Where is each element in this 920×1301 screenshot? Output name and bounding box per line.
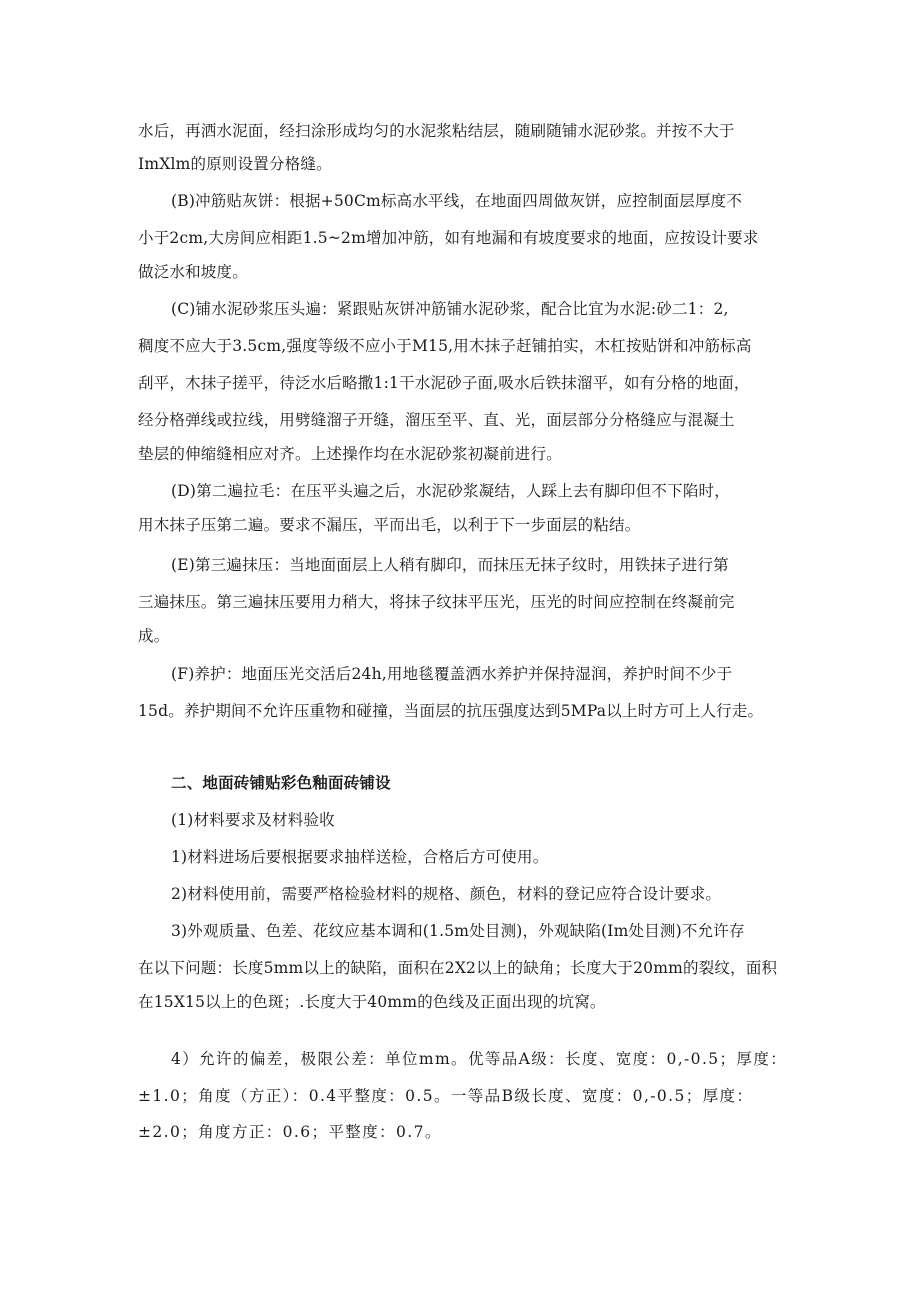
step-b-line: 小于2cm,大房间应相距1.5~2m增加冲筋，如有地漏和有坡度要求的地面，应按设计要求: [138, 229, 759, 247]
list-item-continued: 在以下问题：长度5mm以上的缺陷，面积在2X2以上的缺角；长度大于20mm的裂纹，面积: [138, 959, 778, 977]
step-e-line: 三遍抹压。第三遍抹压要用力稍大，将抹子纹抹平压光，压光的时间应控制在终凝前完: [138, 593, 735, 611]
step-c-line: (C)铺水泥砂浆压头遍：紧跟贴灰饼冲筋铺水泥砂浆，配合比宜为水泥:砂二1：2,: [171, 300, 729, 318]
step-d-line: 用木抹子压第二遍。要求不漏压，平而出毛，以利于下一步面层的粘结。: [138, 516, 641, 534]
step-b-line: (B)冲筋贴灰饼：根据+50Cm标高水平线，在地面四周做灰饼，应控制面层厚度不: [171, 192, 743, 210]
list-item: 4）允许的偏差，极限公差：单位mm。优等品A级：长度、宽度：0,-0.5；厚度：: [171, 1050, 788, 1068]
step-f-line: (F)养护：地面压光交活后24h,用地毯覆盖洒水养护并保持湿润，养护时间不少于: [171, 665, 733, 683]
list-item-continued: ±1.0；角度（方正）：0.4平整度：0.5。一等品B级长度、宽度：0,-0.5；厚度：: [138, 1087, 754, 1105]
step-c-line: 刮平，木抹子搓平，待泛水后略撒1:1干水泥砂子面,吸水后铁抹溜平，如有分格的地面，: [138, 374, 750, 392]
step-c-line: 经分格弹线或拉线，用劈缝溜子开缝，溜压至平、直、光，面层部分分格缝应与混凝土: [138, 411, 735, 429]
list-item: 3)外观质量、色差、花纹应基本调和(1.5m处目测)，外观缺陷(Im处目测)不允许存: [171, 922, 745, 940]
section-heading: 二、地面砖铺贴彩色釉面砖铺设: [171, 774, 391, 792]
step-c-line: 稠度不应大于3.5cm,强度等级不应小于M15,用木抹子赶铺拍实，木杠按贴饼和冲筋标高: [138, 337, 752, 355]
list-item-continued: ±2.0；角度方正：0.6；平整度：0.7。: [138, 1123, 442, 1141]
paragraph-line: 水后，再洒水泥面，经扫涂形成均匀的水泥浆粘结层，随刷随铺水泥砂浆。并按不大于: [138, 122, 735, 140]
list-item-continued: 在15X15以上的色斑；.长度大于40mm的色线及正面出现的坑窝。: [138, 993, 606, 1011]
step-c-line: 垫层的伸缩缝相应对齐。上述操作均在水泥砂浆初凝前进行。: [138, 445, 562, 463]
step-f-line: 15d。养护期间不允许压重物和碰撞，当面层的抗压强度达到5MPa以上时方可上人行走。: [138, 702, 764, 720]
step-e-line: 成。: [138, 627, 170, 645]
subsection-heading: (1)材料要求及材料验收: [171, 811, 335, 829]
step-e-line: (E)第三遍抹压：当地面面层上人稍有脚印，而抹压无抹子纹时，用铁抹子进行第: [171, 556, 729, 574]
list-item: 2)材料使用前，需要严格检验材料的规格、颜色，材料的登记应符合设计要求。: [171, 885, 722, 903]
list-item: 1)材料进场后要根据要求抽样送检，合格后方可使用。: [171, 848, 549, 866]
paragraph-line: ImXlm的原则设置分格缝。: [138, 155, 332, 173]
step-d-line: (D)第二遍拉毛：在压平头遍之后，水泥砂浆凝结，人踩上去有脚印但不下陷时，: [171, 482, 730, 500]
step-b-line: 做泛水和坡度。: [138, 263, 248, 281]
